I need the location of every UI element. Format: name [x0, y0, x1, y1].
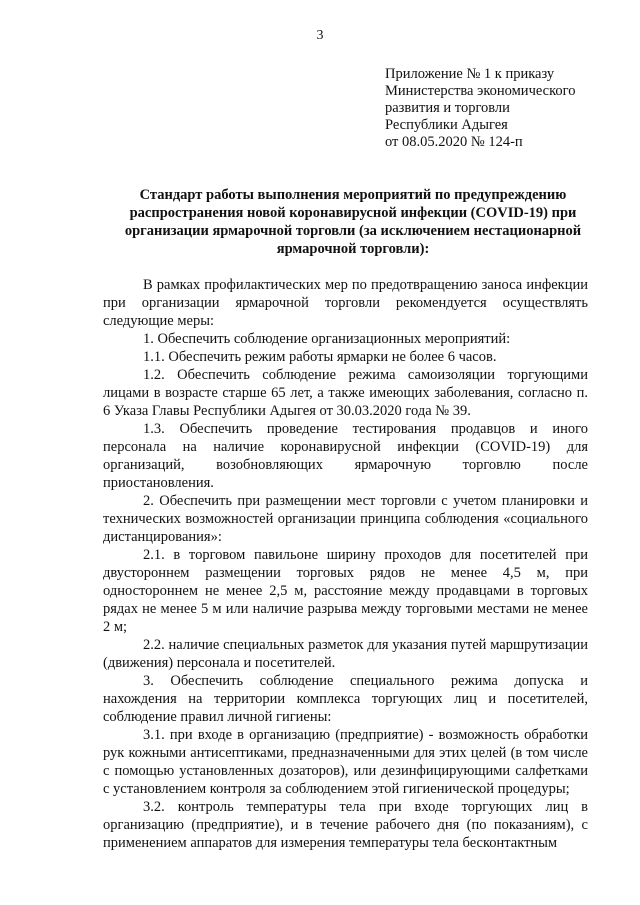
appendix-line: Республики Адыгея [385, 117, 508, 133]
paragraph: 1.1. Обеспечить режим работы ярмарки не более 6 часов. [143, 349, 497, 365]
appendix-line: Приложение № 1 к приказу [385, 66, 555, 82]
paragraph: 1.3. Обеспечить проведение тестирования продавцов и иного персонала на наличие коронавирусной инфекции (COVID-19) для организаций, возобновляющих ярмарочную торговлю после приостановления. [103, 421, 588, 491]
appendix-line: Министерства экономического [385, 83, 576, 99]
paragraph: 2.2. наличие специальных разметок для указания путей маршрутизации (движения) персонала и посетителей. [103, 637, 588, 671]
appendix-line: развития и торговли [385, 100, 510, 116]
document-title: Стандарт работы выполнения мероприятий по предупреждению распространения новой коронавирусной инфекции (COVID-19) при организации ярмарочной торговли (за исключением нестационарной ярмарочной торговли): [124, 187, 582, 257]
paragraph: 3.1. при входе в организацию (предприятие) - возможность обработки рук кожными антисептиками, предназначенными для этих целей (в том числе с помощью установленных дозаторов), или дезинфицирующими салфетками с установлением контроля за соблюдением этой гигиенической процедуры; [103, 727, 588, 797]
paragraph: 1. Обеспечить соблюдение организационных мероприятий: [143, 331, 511, 347]
paragraph: 2. Обеспечить при размещении мест торговли с учетом планировки и технических возможностей организации принципа соблюдения «социального дистанцирования»: [103, 493, 588, 545]
appendix-note [385, 66, 615, 151]
paragraph: 3.2. контроль температуры тела при входе торгующих лиц в организацию (предприятие), и в течение рабочего дня (по показаниям), с применением аппаратов для измерения температуры тела бесконтактным [103, 799, 588, 851]
paragraph: 1.2. Обеспечить соблюдение режима самоизоляции торгующими лицами в возрасте старше 65 лет, а также имеющих заболевания, согласно п. 6 Указа Главы Республики Адыгея от 30.03.2020 года № 39. [103, 367, 588, 419]
paragraph: 2.1. в торговом павильоне ширину проходов для посетителей при двустороннем размещении торговых рядов не менее 4,5 м, при одностороннем не менее 2,5 м, расстояние между продавцами в торговых рядах не менее 5 м или наличие разрыва между торговыми местами не менее 2 м; [103, 547, 588, 635]
paragraph: В рамках профилактических мер по предотвращению заноса инфекции при организации ярмарочной торговли рекомендуется осуществлять следующие меры: [103, 277, 588, 329]
document-body [103, 276, 588, 852]
paragraph: 3. Обеспечить соблюдение специального режима допуска и нахождения на территории комплекса торгующих лиц и посетителей, соблюдение правил личной гигиены: [103, 673, 588, 725]
page-number: 3 [316, 28, 324, 43]
appendix-line: от 08.05.2020 № 124-п [385, 134, 523, 150]
